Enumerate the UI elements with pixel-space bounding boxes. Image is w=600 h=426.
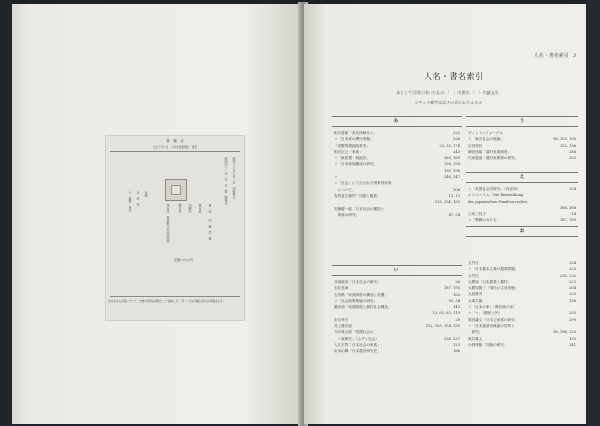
index-entry-name: 〃「新設置・相続法」 [334,156,370,161]
index-entry-name: 〃「東洋社会の理論」 [468,137,504,142]
colophon-date-2: 昭和四十一年 月 日 第 刷発行 [224,157,228,205]
index-entry-pages: 166 [453,349,460,354]
index-entry-name: 氏家恵嘉「農村家族制の研究」 [468,156,519,161]
inspection-stamp-icon [165,179,187,201]
index-entry-name: 入江宏等「日本社会の家族」 [334,342,381,347]
intro-line-1: 本として引用に用いたもの.「 」内書名,〈 〉内論文名. [396,90,500,95]
section-heading-i: い [393,268,399,273]
section-heading-o: お [519,229,525,234]
right-page [304,4,586,424]
index-entry-name: 岩本由輝「日本農民研究史」 [334,349,381,354]
index-entry-pages: 158, 159 [443,162,460,167]
index-entry-name: 大間知篤三「現代の生成形態」 [468,286,519,291]
index-entry-pages: 225 [569,292,576,297]
index-entry-pages: 98, 103, 190 [553,137,576,142]
index-entry-name: 〃「社会」にて出された国家的家族 [334,181,392,186]
index-entry-pages: 230, 232 [559,273,576,278]
index-entry-name: 〃「日本農本主義の農業問題」 [468,267,519,272]
index-entry-name: 小野秀雄「同族の研究」 [468,342,508,347]
colophon-printer-label: 印刷所 [188,204,192,213]
section-rule [332,126,462,127]
index-entry-pages: 47, 54 [448,212,460,217]
index-section-o [468,260,576,348]
section-rule [466,182,578,183]
index-entry-name: 相沢正己「家族」 [334,149,363,154]
index-entry-pages: 223 [453,342,460,347]
index-entry-name: 〃「社会政策理論の研究」 [334,298,378,303]
index-entry-pages: 133 [569,336,576,341]
index-section-e [468,186,576,224]
colophon-binder-label: 製本所 [178,204,182,213]
index-entry-name: 安藤慶一郎「日本社会の構造と [334,206,385,211]
index-section-u [468,130,576,161]
section-rule [332,275,462,276]
section-rule [332,116,462,117]
index-entry-name: 大間知「日本農業と農村」 [468,279,512,284]
index-entry-pages: 23, 32, 178 [439,143,460,148]
index-entry [334,348,460,354]
index-entry-pages: 143 [453,305,460,310]
left-page [12,4,302,424]
index-entry-name: 〃新研究」（みずと社会） [334,336,379,341]
index-entry-name: 大塚久雄 [468,298,483,303]
index-entry-pages: 133, 134, 153 [434,200,460,205]
index-entry [468,342,576,348]
index-entry-pages: 354 [569,187,576,191]
index-entry-name: 有賀喜左衛門「同族と親族」 [334,193,381,198]
colophon-subtitle: 大正十年十月 日本学術振興会 叢書 [152,146,198,149]
index-entry-name: 江馬三枝子 [468,212,486,217]
index-entry-name: 〃「飛騨の女たち」 [468,218,501,223]
index-entry-pages: 195, 196 [443,168,460,173]
index-entry-pages: 225 [569,267,576,272]
index-entry-pages: 152, 153, 154, 155 [425,324,460,329]
page-title: 人名・書名索引 [424,72,484,81]
index-entry-pages: 29 [455,317,460,322]
index-entry-pages: 366, 368 [559,205,576,210]
colophon-author: 著 者 内 藤 莞 爾 [208,204,212,240]
colophon-price-col: 定価 [144,191,148,197]
section-heading-a: あ [393,119,399,124]
index-entry-name: について」 [334,187,356,192]
colophon-footnote: 本文中の人名等について、出典の引用は原則として省略した。 頁（）内の頁数は原文の頁数を示す。 [108,300,226,303]
index-entry-name: ヴィット=フォーゲル [468,131,503,135]
section-heading-e: え [519,175,525,180]
index-entry-pages: 187, 195 [443,286,460,291]
index-entry-name: 岡田謙文「日本公家系の研究」 [468,317,519,322]
index-section-i [334,279,460,355]
index-entry-pages: 223 [569,279,576,284]
index-entry-pages: 136 [569,298,576,303]
index-entry-pages: 204 [569,286,576,291]
index-entry-name: 石井良助 [334,286,349,291]
index-entry-pages: 132, 136 [559,143,576,148]
colophon-slip [105,135,245,321]
section-rule [466,116,578,117]
index-entry-pages: 224 [569,261,576,265]
index-entry-name: 大竹氏 [468,273,479,278]
index-entry-pages: 241 [569,342,576,347]
colophon-date-1: 昭和三十年十月 日 初版発行 [232,157,236,199]
index-entry-pages: 98, 196, 229 [553,330,576,335]
index-entry-pages: 14 [571,212,576,217]
colophon-company: 未 来 社 [136,191,140,206]
section-rule [466,126,578,127]
page-number: 3 [572,53,576,59]
index-entry-name: 奥井義人 [468,336,483,341]
index-entry-name: 〃「日本家族構成の研究」 [334,162,378,167]
index-entry-pages: 226, 227 [443,336,460,341]
index-entry-name: 井坂政治「日本社会の研究」 [334,280,381,284]
index-entry-name: 大島貴司 [468,292,483,297]
index-entry-pages: 226 [453,137,460,142]
colophon-issuer: 発行所 東京都千代田区神田 [166,204,170,243]
index-entry-pages: 92, 34 [448,298,460,303]
index-entry-pages: 286 [569,149,576,154]
index-entry-pages: 299 [569,317,576,322]
section-rule [332,265,462,266]
index-entry [468,217,576,223]
section-rule [466,172,578,173]
index-entry-name: 浮田和民 [468,143,483,148]
index-entry-name: 〃「英国社会学研究」（内容別） [468,187,521,191]
index-entry-name: 石田勲「家族制度の構造と変遷」 [334,292,388,297]
index-entry-name: エスペハイム「Die Entwicklung [468,193,524,198]
index-entry-name [468,206,472,210]
index-entry-name [334,311,338,315]
colophon-postal: 〒 振替 東京 [128,191,132,212]
section-heading-u: う [519,119,525,124]
index-entry-name: 井上勝次郎 [334,324,352,329]
section-rule [466,226,578,227]
index-entry-name: 潮田悠雄「農村家族制度」 [468,149,512,154]
index-entry-pages: 13, 62, 63, 119 [432,311,460,316]
colophon-rule-bottom [110,296,240,297]
index-entry-pages: 12, 13 [448,193,460,198]
colophon-title: 書 籍 目 [166,139,184,143]
index-entry-name: 相川善郎「家を探検せよ」 [334,131,378,135]
index-entry-pages: 246, 247 [443,175,460,180]
colophon-price: 定価 ○○○円 [174,258,193,262]
index-entry-name: 〃「日本の家」（興民族の家） [468,305,517,310]
index-entry-pages: 233 [569,311,576,316]
running-head-text: 人名・書名索引 [533,53,569,59]
index-entry-pages: 26 [455,280,460,284]
section-rule [466,236,578,237]
colophon-rule [110,151,240,152]
index-entry-name [334,200,338,204]
index-entry-name: 「倉敷等農地改革史」 [334,143,370,148]
index-entry-name: 市川秀夫 [334,317,349,322]
index-entry-pages: 243 [453,149,460,154]
index-entry-name: 家族の研究」 [334,212,360,217]
index-entry-pages: 302 [569,156,576,161]
index-entry-name: 研究」 [468,330,483,335]
index-entry-pages: 222 [453,131,460,135]
index-entry-name: 〃「〃」（興民と民） [468,311,503,316]
index-entry-name: 〃 [334,175,363,180]
book-cover-right [586,0,600,426]
index-section-a [334,130,460,218]
index-entry-pages: 187, 189 [559,218,576,223]
index-entry-pages: 306 [453,187,460,192]
index-entry-pages: 163 [453,292,460,297]
index-entry-name: 磯田和「家族制度と農村社会構造」 [334,305,392,310]
index-entry-name: 〃「日本経済史概論の性質と [468,323,515,328]
index-entry-name [334,169,338,173]
index-entry [334,212,460,218]
index-entry-name: 〃「日本家の慣行形態」 [334,137,374,142]
index-entry-name: 大竹氏 [468,261,479,265]
index-entry-name: des japanischen Familien rechts」 [468,199,531,204]
intro-line-2: ゴチック数字は以下の頁にわたるもの [414,100,482,105]
colophon-publisher-label: 発行者 [198,204,202,213]
index-entry [468,155,576,161]
running-head [534,52,576,59]
index-entry-pages: 163, 169 [443,156,460,161]
index-entry-name: 今井林太郎「初期社会の [334,330,374,335]
